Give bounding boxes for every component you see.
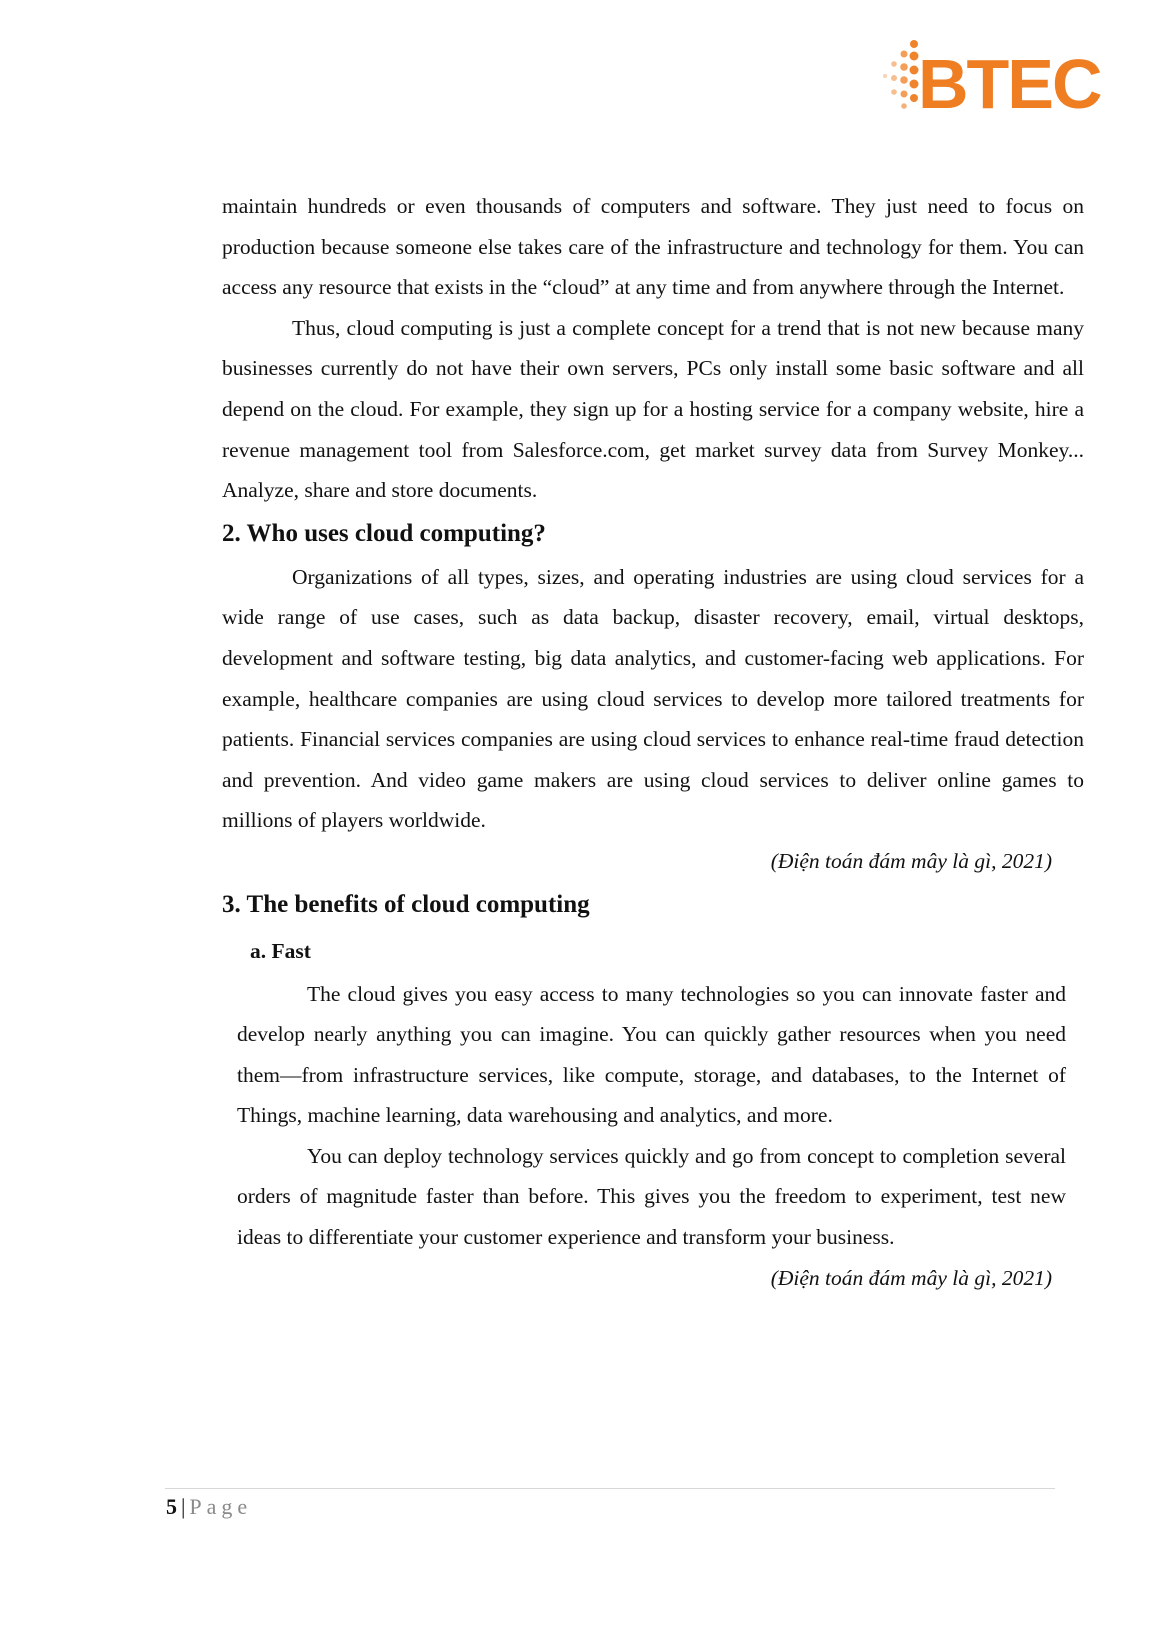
page-footer xyxy=(166,1492,252,1522)
footer-separator: | xyxy=(181,1494,186,1519)
section-2-citation: (Điện toán đám mây là gì, 2021) xyxy=(770,848,1052,873)
btec-logo-text: BTEC xyxy=(918,45,1101,118)
subsection-a-heading: a. Fast xyxy=(250,938,311,963)
subsection-a-body xyxy=(222,974,1084,1258)
section-2-heading: 2. Who uses cloud computing? xyxy=(222,519,546,547)
intro-paragraph-1: maintain hundreds or even thousands of computers and software. They just need to focus on production because someone else takes care of the infrastructure and technology for them. You can access any resource that exists in the “cloud” at any time and from anywhere through the Internet. xyxy=(222,194,1084,300)
fast-paragraph-1: The cloud gives you easy access to many technologies so you can innovate faster and develop nearly anything you can imagine. You can quickly gather resources when you need them—from infrastructure services, like compute, storage, and databases, to the Internet of Things, machine learning, data warehousing and analytics, and more. xyxy=(237,981,1066,1128)
page-content xyxy=(222,186,1084,1298)
footer-divider xyxy=(165,1488,1055,1489)
btec-logo xyxy=(878,38,1118,118)
section-3-heading: 3. The benefits of cloud computing xyxy=(222,890,590,918)
page-number: 5 xyxy=(166,1494,177,1519)
section-2-paragraph: Organizations of all types, sizes, and operating industries are using cloud services for a wide range of use cases, such as data backup, disaster recovery, email, virtual desktops, development and software testing, big data analytics, and customer-facing web applications. For example, healthcare companies are using cloud services to develop more tailored treatments for patients. Financial services companies are using cloud services to enhance real-time fraud detection and prevention. And video game makers are using cloud services to deliver online games to millions of players worldwide. xyxy=(222,564,1084,833)
section-3-citation: (Điện toán đám mây là gì, 2021) xyxy=(770,1265,1052,1290)
intro-paragraph-2: Thus, cloud computing is just a complete concept for a trend that is not new because many businesses currently do not have their own servers, PCs only install some basic software and all depend on the cloud. For example, they sign up for a hosting service for a company website, hire a revenue management tool from Salesforce.com, get market survey data from Survey Monkey... Analyze, share and store documents. xyxy=(222,315,1084,503)
fast-paragraph-2: You can deploy technology services quickly and go from concept to completion several orders of magnitude faster than before. This gives you the freedom to experiment, test new ideas to differentiate your customer experience and transform your business. xyxy=(237,1143,1066,1250)
page-label: Page xyxy=(189,1494,253,1519)
btec-logo-graphic xyxy=(878,38,1118,118)
